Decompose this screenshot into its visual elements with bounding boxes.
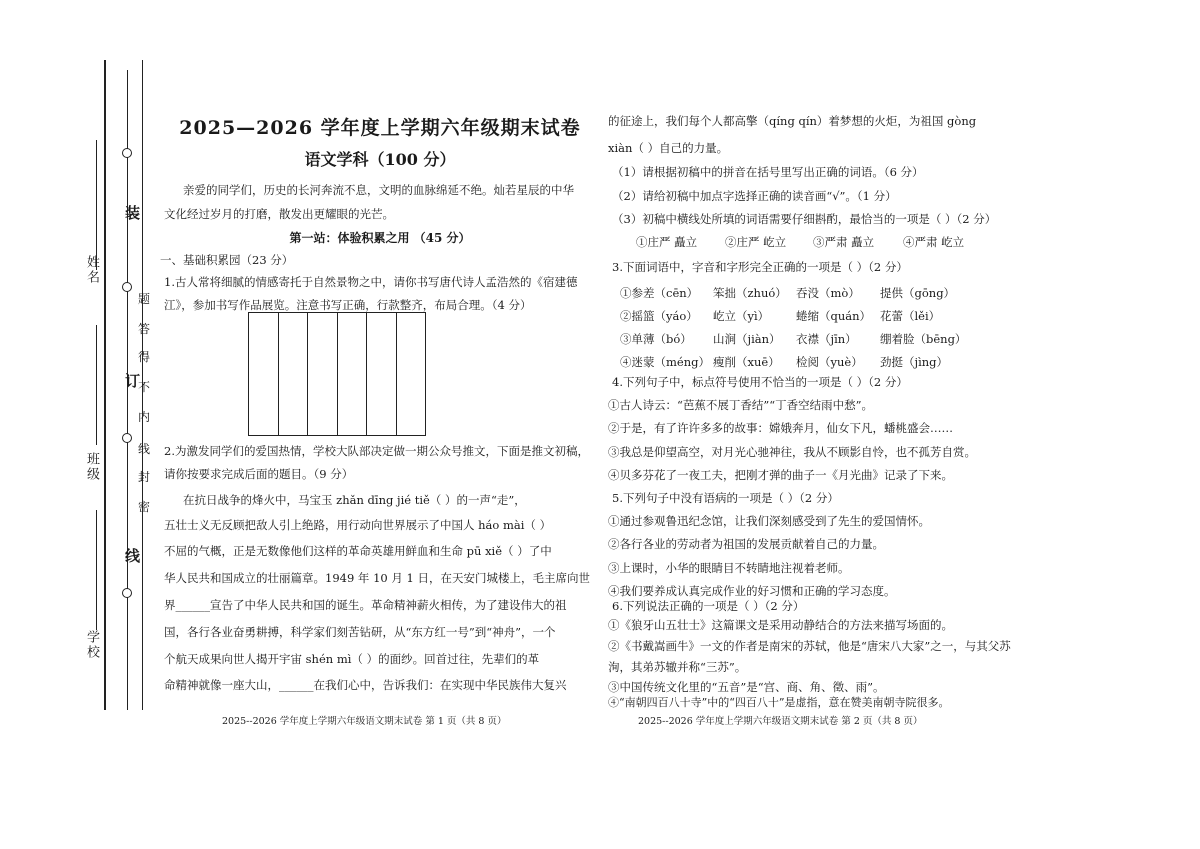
draft-line: 界______宣告了中华人民共和国的诞生。革命精神薪火相传，为了建设伟大的祖 <box>164 598 567 612</box>
seal-char: 线 <box>125 547 141 565</box>
question-3: 3.下面词语中，字音和字形完全正确的一项是（ ）（2 分） <box>612 260 908 274</box>
option: ③中国传统文化里的“五音”是“宫、商、角、徵、雨”。 <box>608 680 885 694</box>
writing-grid-cell[interactable] <box>367 313 397 435</box>
option: ②《书戴嵩画牛》一文的作者是南宋的苏轼，他是“唐宋八大家”之一，与其父苏 <box>608 639 1011 653</box>
draft-line: 个航天成果向世人揭开宇宙 shén mì（ ）的面纱。回首过往，先辈们的革 <box>164 652 540 666</box>
question-1-line: 江》，参加书写作品展览。注意书写正确，行款整齐，布局合理。（4 分） <box>164 298 532 312</box>
intro-line: 亲爱的同学们，历史的长河奔流不息，文明的血脉绵延不绝。灿若星辰的中华 <box>183 183 574 197</box>
seal-char: 封 <box>138 470 151 484</box>
exam-title: 2025—2026 学年度上学期六年级期末试卷 <box>179 117 581 139</box>
option: ④贝多芬花了一夜工夫，把刚才弹的曲子一《月光曲》记录了下来。 <box>608 468 953 482</box>
option: ④迷蒙（méng） <box>620 355 710 369</box>
draft-line: 国，各行各业奋勇耕搏，科学家们刻苦钻研，从“东方红一号”到“神舟”，一个 <box>164 625 556 639</box>
name-fill-line[interactable] <box>96 140 97 270</box>
name-label: 姓名 <box>84 255 99 285</box>
binding-line-outer <box>104 60 106 710</box>
draft-line: 在抗日战争的烽火中，马宝玉 zhǎn dīng jié tiě（ ）的一声“走”， <box>183 493 526 507</box>
draft-line: 命精神就像一座大山，______在我们心中，告诉我们：在实现中华民族伟大复兴 <box>164 678 567 692</box>
seal-char: 不 <box>138 380 151 394</box>
school-fill-line[interactable] <box>96 510 97 630</box>
seal-char: 装 <box>125 204 141 222</box>
option: 衣襟（jīn） <box>796 332 857 346</box>
class-label: 班级 <box>84 452 99 482</box>
writing-grid-cell[interactable] <box>397 313 426 435</box>
option: ③单薄（bó） <box>620 332 692 346</box>
option: 提供（gōng） <box>880 286 956 300</box>
option: ①通过参观鲁迅纪念馆，让我们深刻感受到了先生的爱国情怀。 <box>608 514 930 528</box>
seal-char: 内 <box>138 410 151 424</box>
option: ②庄严 屹立 <box>725 235 787 249</box>
option: 笨拙（zhuó） <box>713 286 787 300</box>
option: 蜷缩（quán） <box>796 309 872 323</box>
option: 花蕾（lěi） <box>880 309 941 323</box>
draft-line: 华人民共和国成立的壮丽篇章。1949 年 10 月 1 日，在天安门城楼上，毛主席向世 <box>164 571 590 585</box>
option: ③我总是仰望高空，对月光心驰神往，我从不顾影自怜，也不孤芳自赏。 <box>608 445 976 459</box>
draft-line: 不屈的气概，正是无数像他们这样的革命英雄用鲜血和生命 pū xiě（ ）了中 <box>164 544 552 558</box>
page-1 <box>160 0 600 849</box>
draft-line: 的征途上，我们每个人都高擎（qíng qín）着梦想的火炬，为祖国 gòng <box>608 114 977 128</box>
school-label: 学校 <box>84 630 99 660</box>
binding-hole <box>122 588 132 598</box>
draft-line: xiàn（ ）自己的力量。 <box>608 141 729 155</box>
option: ④严肃 屹立 <box>903 235 965 249</box>
question-1-line: 1.古人常将细腻的情感寄托于自然景物之中，请你书写唐代诗人孟浩然的《宿建德 <box>164 275 578 289</box>
exam-subtitle: 语文学科（100 分） <box>304 150 456 169</box>
option: 吞没（mò） <box>796 286 860 300</box>
option: 洵，其弟苏辙并称“三苏”。 <box>608 660 747 674</box>
writing-grid[interactable] <box>248 312 426 436</box>
section-heading: 一、基础积累园（23 分） <box>160 253 294 267</box>
option: 检阅（yuè） <box>796 355 863 369</box>
question-2-line: 请你按要求完成后面的题目。（9 分） <box>164 467 354 481</box>
option: ④“南朝四百八十寺”中的“四百八十”是虚指，意在赞美南朝寺院很多。 <box>608 696 950 709</box>
seal-char: 得 <box>138 350 151 364</box>
page-footer: 2025--2026 学年度上学期六年级语文期末试卷 第 1 页（共 8 页） <box>222 716 507 727</box>
option: ②于是，有了许许多多的故事：嫦娥奔月，仙女下凡，蟠桃盛会…… <box>608 421 953 435</box>
intro-line: 文化经过岁月的打磨，散发出更耀眼的光芒。 <box>164 207 394 221</box>
binding-hole <box>122 148 132 158</box>
option: ②各行各业的劳动者为祖国的发展贡献着自己的力量。 <box>608 537 884 551</box>
option: 劲挺（jìng） <box>880 355 949 369</box>
option: ③严肃 矗立 <box>813 235 875 249</box>
seal-char: 题 <box>138 292 151 306</box>
sub-question: （1）请根据初稿中的拼音在括号里写出正确的词语。（6 分） <box>612 165 924 179</box>
draft-line: 五壮士义无反顾把敌人引上绝路，用行动向世界展示了中国人 háo mài（ ） <box>164 518 552 532</box>
option: 屹立（yì） <box>713 309 770 323</box>
seal-char: 线 <box>138 442 151 456</box>
option: 绷着脸（bēng） <box>880 332 967 346</box>
station-heading: 第一站：体验积累之用 （45 分） <box>289 231 471 245</box>
option: ①《狼牙山五壮士》这篇课文是采用动静结合的方法来描写场面的。 <box>608 618 953 632</box>
writing-grid-cell[interactable] <box>338 313 368 435</box>
option: 山涧（jiàn） <box>713 332 781 346</box>
binding-hole <box>122 433 132 443</box>
page-2 <box>608 0 1048 849</box>
writing-grid-cell[interactable] <box>308 313 338 435</box>
question-4: 4.下列句子中，标点符号使用不恰当的一项是（ ）（2 分） <box>612 375 908 389</box>
page-footer: 2025--2026 学年度上学期六年级语文期末试卷 第 2 页（共 8 页） <box>638 716 923 727</box>
option: ①参差（cēn） <box>620 286 699 300</box>
option: 瘦削（xuē） <box>713 355 780 369</box>
option: ②摇篮（yáo） <box>620 309 698 323</box>
question-6: 6.下列说法正确的一项是（ ）（2 分） <box>612 599 805 613</box>
sub-question: （3）初稿中横线处所填的词语需要仔细斟酌，最恰当的一项是（ ）（2 分） <box>612 212 997 226</box>
writing-grid-cell[interactable] <box>249 313 279 435</box>
option: ③上课时，小华的眼睛目不转睛地注视着老师。 <box>608 561 850 575</box>
seal-char: 答 <box>138 322 151 336</box>
binding-hole <box>122 282 132 292</box>
binding-margin <box>0 0 160 849</box>
writing-grid-cell[interactable] <box>279 313 309 435</box>
seal-char: 订 <box>125 372 141 390</box>
sub-question: （2）请给初稿中加点字选择正确的读音画“√”。（1 分） <box>612 189 897 203</box>
question-5: 5.下列句子中没有语病的一项是（ ）（2 分） <box>612 491 839 505</box>
class-fill-line[interactable] <box>96 325 97 445</box>
question-2-line: 2.为激发同学们的爱国热情，学校大队部决定做一期公众号推文，下面是推文初稿， <box>164 444 589 458</box>
option: ④我们要养成认真完成作业的好习惯和正确的学习态度。 <box>608 584 896 598</box>
seal-char: 密 <box>138 500 151 514</box>
option: ①庄严 矗立 <box>636 235 698 249</box>
option: ①古人诗云：“芭蕉不展丁香结”“丁香空结雨中愁”。 <box>608 398 874 412</box>
